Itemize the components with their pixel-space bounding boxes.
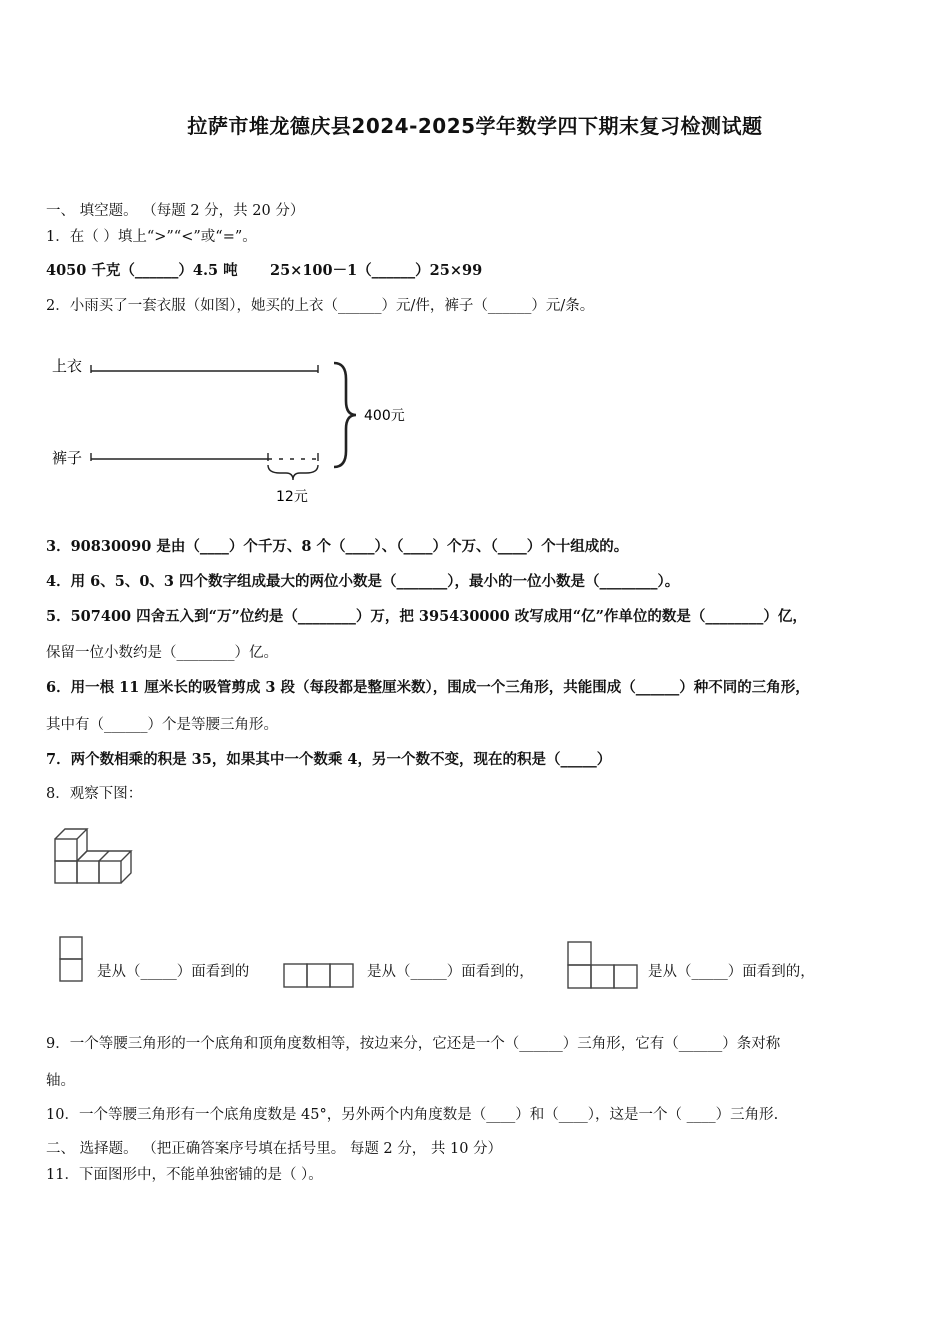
question-8: 8．观察下图：	[46, 786, 143, 802]
page-title: 拉萨市堆龙德庆县2024-2025学年数学四下期末复习检测试题	[187, 114, 763, 138]
question-5-continued: 保留一位小数约是（________）亿。	[46, 645, 278, 661]
question-9: 9．一个等腰三角形的一个底角和顶角度数相等，按边来分，它还是一个（______）三角形，它有（______）条对称	[46, 1036, 781, 1052]
question-5: 5．507400 四舍五入到“万”位约是（________）万，把 395430000 改写成用“亿”作单位的数是（________）亿，	[46, 608, 807, 625]
diagram-total-label: 400元	[364, 408, 405, 424]
question-2: 2．小雨买了一套衣服（如图），她买的上衣（______）元/件，裤子（______）元/条。	[46, 298, 595, 314]
view-1-figure	[58, 935, 86, 985]
section-1-heading: 一、 填空题。 （每题 2 分，共 20 分）	[46, 203, 305, 219]
question-9-continued: 轴。	[46, 1073, 75, 1089]
question-3: 3．90830090 是由（____）个千万、8 个（____）、（____）个万、（____）个十组成的。	[46, 538, 629, 555]
question-10: 10．一个等腰三角形有一个底角度数是 45°，另外两个内角度数是（____）和（____），这是一个（ ____）三角形.	[46, 1107, 779, 1123]
question-11: 11．下面图形中，不能单独密铺的是（ ）。	[46, 1167, 323, 1183]
view-3-caption: 是从（_____）面看到的，	[648, 964, 815, 980]
question-6-continued: 其中有（______）个是等腰三角形。	[46, 717, 278, 733]
diagram-label-top: 上衣	[52, 357, 83, 375]
question-1-line-a: 4050 千克（______）4.5 吨	[46, 262, 238, 279]
diagram-bottom-brace	[268, 465, 318, 480]
diagram-right-brace	[334, 363, 356, 467]
diagram-label-bottom: 裤子	[52, 449, 83, 467]
question-6: 6．用一根 11 厘米长的吸管剪成 3 段（每段都是整厘米数），围成一个三角形，共能围成（______）种不同的三角形，	[46, 679, 810, 696]
question-4: 4．用 6、5、0、3 四个数字组成最大的两位小数是（_______），最小的一位小数是（________）。	[46, 573, 680, 590]
question-7: 7．两个数相乘的积是 35，如果其中一个数乘 4，另一个数不变，现在的积是（_____）	[46, 751, 612, 768]
question-1: 1．在（ ）填上“>”“<”或“=”。	[46, 229, 257, 245]
section-2-heading: 二、 选择题。 （把正确答案序号填在括号里。 每题 2 分， 共 10 分）	[46, 1141, 503, 1157]
cube-stack-figure	[50, 822, 140, 888]
view-2-caption: 是从（_____）面看到的，	[367, 964, 534, 980]
view-2-figure	[282, 962, 356, 990]
view-3-figure	[566, 940, 640, 992]
view-1-caption: 是从（_____）面看到的	[97, 964, 250, 980]
clothes-price-diagram	[46, 345, 426, 515]
question-1-line-b: 25×100－1（______）25×99	[270, 262, 483, 279]
diagram-diff-label: 12元	[276, 489, 308, 505]
